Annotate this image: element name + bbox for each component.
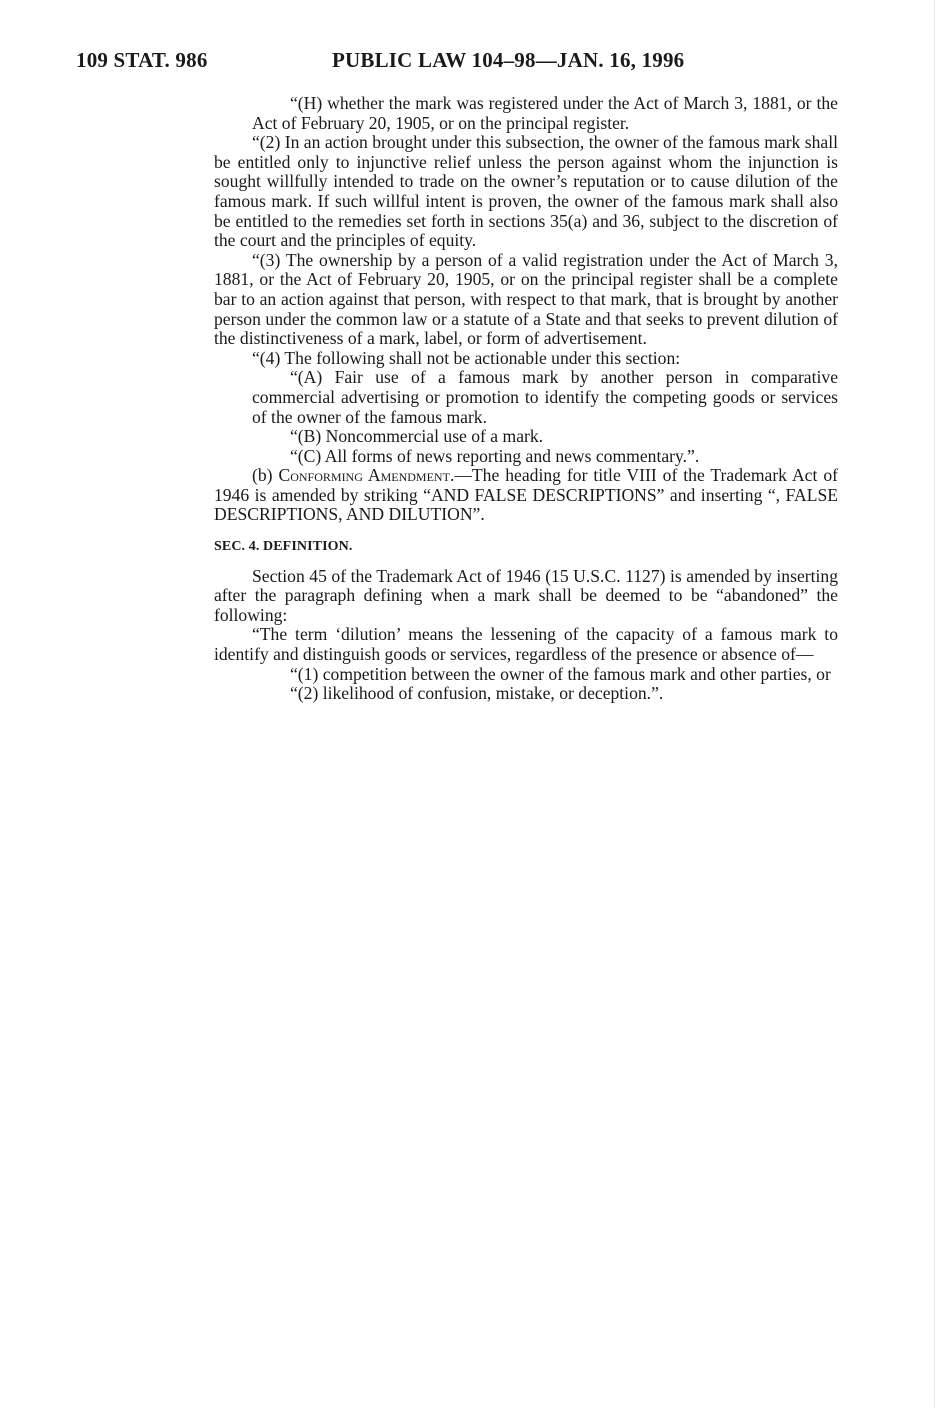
conforming-prefix: (b): [252, 465, 279, 486]
clause-b: “(B) Noncommercial use of a mark.: [290, 426, 544, 447]
document-body: [214, 94, 838, 704]
clause-h: “(H) whether the mark was registered under the Act of March 3, 1881, or the Act of February 20, 1905, or on the principal register.: [252, 93, 838, 133]
conforming-label: Conforming Amendment: [278, 465, 450, 486]
paragraph-2: “(2) In an action brought under this subsection, the owner of the famous mark shall be entitled only to injunctive relief unless the person against whom the injunction is sought willfully intended to trade on the owner’s reputation or to cause dilution of the famous mark. If such willful intent is proven, the owner of the famous mark shall also be entitled to the remedies set forth in sections 35(a) and 36, subject to the discretion of the court and the principles of equity.: [214, 132, 838, 251]
section-heading: SEC. 4. DEFINITION.: [214, 539, 353, 555]
clause-a: “(A) Fair use of a famous mark by another person in comparative commercial advertising or promotion to identify the competing goods or services of the owner of the famous mark.: [252, 367, 838, 427]
stat-page-number: 109 STAT. 986: [76, 48, 208, 72]
conforming-amendment: [214, 466, 838, 525]
scan-edge-line: [934, 0, 935, 1408]
paragraph-4: “(4) The following shall not be actionable under this section:: [252, 347, 681, 368]
section-45-paragraph: Section 45 of the Trademark Act of 1946 (15 U.S.C. 1127) is amended by inserting after the paragraph defining when a mark shall be deemed to be “abandoned” the following:: [214, 565, 838, 625]
clause-c: “(C) All forms of news reporting and news commentary.”.: [290, 445, 700, 466]
item-2: “(2) likelihood of confusion, mistake, or deception.”.: [290, 683, 664, 704]
item-1: “(1) competition between the owner of the famous mark and other parties, or: [290, 663, 831, 684]
dilution-definition: “The term ‘dilution’ means the lessening of the capacity of a famous mark to identify and distinguish goods or services, regardless of the presence or absence of—: [214, 624, 838, 665]
paragraph-3: “(3) The ownership by a person of a valid registration under the Act of March 3, 1881, or the Act of February 20, 1905, or on the principal register shall be a complete bar to an action against that person, with respect to that mark, that is brought by another person under the common law or a statute of a State and that seeks to prevent dilution of the distinctiveness of a mark, label, or form of advertisement.: [214, 249, 838, 349]
conforming-text: .—The heading for title VIII of the Trademark Act of 1946 is amended by striking “AND FALSE DESCRIPTIONS” and inserting “, FALSE DESCRIPTIONS, AND DILUTION”.: [214, 465, 838, 525]
running-head: PUBLIC LAW 104–98—JAN. 16, 1996: [332, 48, 685, 72]
page-header: [76, 48, 866, 78]
